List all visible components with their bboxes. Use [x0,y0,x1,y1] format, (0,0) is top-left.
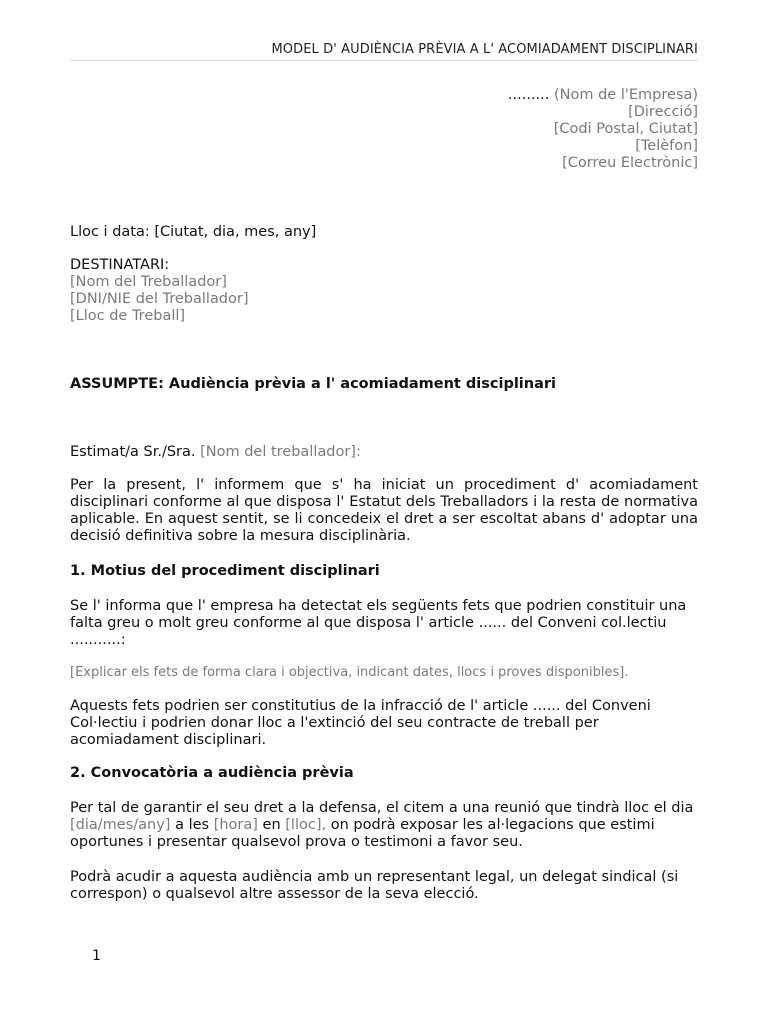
recipient-name: [Nom del Treballador] [70,274,227,290]
meeting-place-placeholder: [lloc], [285,817,327,833]
greeting [70,444,698,461]
section2-p1-text-d: on podrà exposar les al·legacions que estimi oportunes i presentar qualsevol prova o testimoni a favor seu. [70,817,655,850]
section2-p1-text-c: en [257,817,286,833]
recipient-id: [DNI/NIE del Treballador] [70,291,249,307]
section2-heading: 2. Convocatòria a audiència prèvia [70,765,354,781]
recipient-label: DESTINATARI: [70,257,170,273]
header-divider [70,60,698,61]
meeting-date-placeholder: [dia/mes/any] [70,817,171,833]
recipient-workplace: [Lloc de Treball] [70,308,186,324]
section2-p1-text-a: Per tal de garantir el seu dret a la defensa, el citem a una reunió que tindrà lloc el dia [70,800,694,816]
section2-p1-text-b: a les [170,817,214,833]
sender-postal-city: [Codi Postal, Ciutat] [553,121,698,137]
sender-email: [Correu Electrònic] [562,155,698,171]
section1-heading: 1. Motius del procediment disciplinari [70,563,380,579]
sender-dots: ......... [507,87,554,103]
intro-paragraph: Per la present, l' informem que s' ha iniciat un procediment d' acomiadament disciplinari conforme al que disposa l' Estatut dels Treballadors i la resta de normativa aplicable. En aquest sentit, se li concedeix el dret a ser escoltat abans d' adoptar una decisió definitiva sobre la mesura disciplinària. [70,477,698,544]
sender-address: [Direcció] [628,104,698,120]
place-date: Lloc i data: [Ciutat, dia, mes, any] [70,224,317,240]
section2-paragraph1 [70,800,698,851]
page-number: 1 [92,948,101,964]
meeting-time-placeholder: [hora] [213,817,258,833]
document-header-title: MODEL D' AUDIÈNCIA PRÈVIA A L' ACOMIADAMENT DISCIPLINARI [271,42,698,57]
sender-company: (Nom de l'Empresa) [553,87,698,103]
greeting-text: Estimat/a Sr./Sra. [70,444,201,460]
section1-paragraph2: Aquests fets podrien ser constitutius de la infracció de l' article ...... del Conveni Col·lectiu i podrien donar lloc a l'extinció del seu contracte de treball per acomiadament disciplinari. [70,698,651,748]
sender-phone: [Telèfon] [635,138,698,154]
section2-paragraph2: Podrà acudir a aquesta audiència amb un representant legal, un delegat sindical (si correspon) o qualsevol altre assessor de la seva elecció. [70,869,679,902]
section1-paragraph: Se l' informa que l' empresa ha detectat els següents fets que podrien constituir una falta greu o molt greu conforme al que disposa l' article ...... del Conveni col.lectiu ...........: [70,598,687,648]
subject-line: ASSUMPTE: Audiència prèvia a l' acomiadament disciplinari [70,376,556,392]
greeting-placeholder: [Nom del treballador]: [200,444,361,460]
recipient-block [70,257,698,325]
section1-note: [Explicar els fets de forma clara i objectiva, indicant dates, llocs i proves disponibles]. [70,665,629,680]
sender-block [70,87,698,172]
